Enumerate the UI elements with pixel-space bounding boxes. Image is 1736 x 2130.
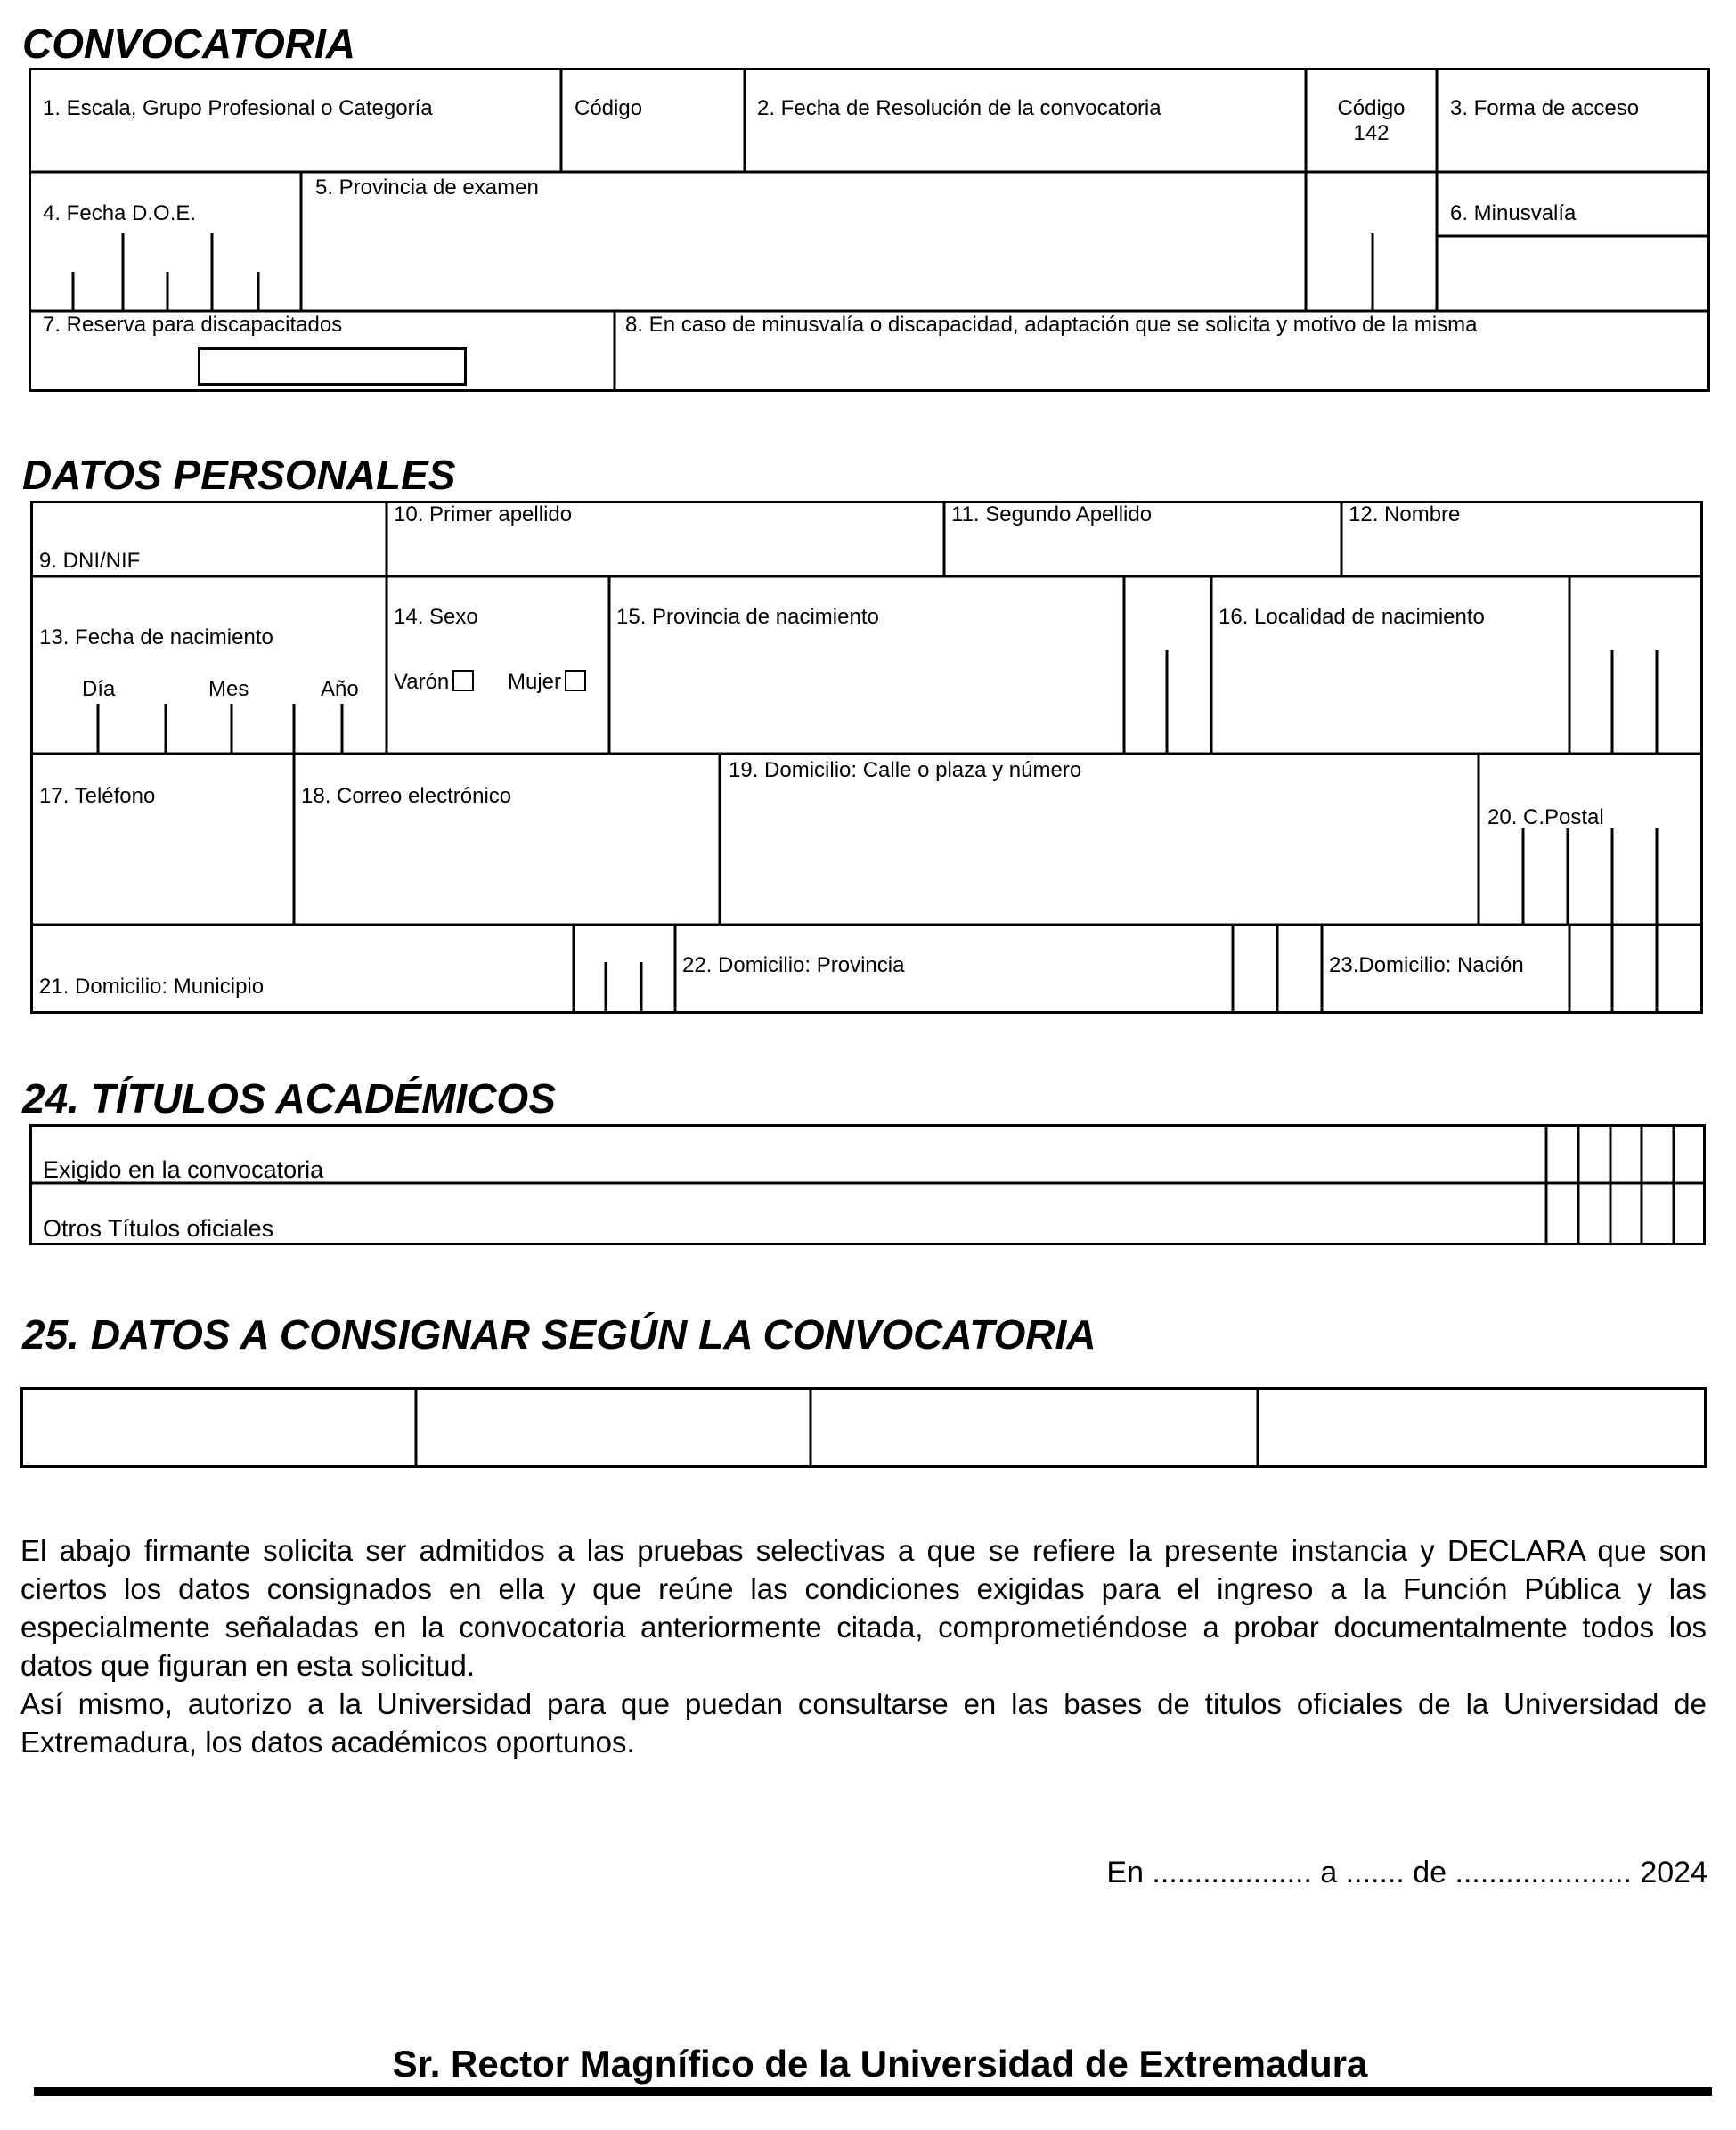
field-fecha-nacimiento-label: 13. Fecha de nacimiento — [39, 625, 273, 649]
field-municipio-label: 21. Domicilio: Municipio — [39, 975, 265, 999]
cpostal-input[interactable] — [1484, 832, 1699, 921]
nombre-input[interactable] — [1347, 531, 1699, 574]
titulos-heading: 24. TÍTULOS ACADÉMICOS — [22, 1075, 556, 1122]
reserva-input-box[interactable] — [198, 347, 467, 386]
mujer-checkbox[interactable] — [565, 670, 586, 691]
field-domicilio-provincia-label: 22. Domicilio: Provincia — [682, 953, 905, 977]
primer-apellido-input[interactable] — [392, 531, 939, 574]
provincia-nacimiento-input[interactable] — [615, 634, 1118, 750]
fecha-nacimiento-input[interactable] — [36, 706, 381, 752]
dia-label: Día — [82, 677, 116, 701]
minusvalia-input[interactable] — [1443, 241, 1706, 307]
sexo-mujer-option — [508, 670, 586, 693]
declaracion-parrafo-2: Así mismo, autorizo a la Universidad para que puedan consultarse en las bases de titulos oficiales de la Universidad de Extremadura, los datos académicos oportunos. — [20, 1687, 1707, 1759]
localidad-nacimiento-input[interactable] — [1217, 634, 1564, 750]
field-provincia-nacimiento-label: 15. Provincia de nacimiento — [616, 605, 879, 629]
datos-consignar-heading: 25. DATOS A CONSIGNAR SEGÚN LA CONVOCATORIA — [22, 1311, 1096, 1358]
fecha-doe-input[interactable] — [36, 230, 296, 308]
codigo-input[interactable] — [570, 125, 739, 169]
field-provincia-examen-label: 5. Provincia de examen — [315, 175, 539, 200]
fecha-resolucion-input[interactable] — [753, 125, 1300, 169]
convocatoria-heading: CONVOCATORIA — [22, 20, 355, 67]
varon-checkbox[interactable] — [452, 670, 474, 691]
declaracion-parrafo-1: El abajo firmante solicita ser admitidos a las pruebas selectivas a que se refiere la presente instancia y DECLARA que son ciertos los datos consignados en ella y que reúne las condiciones exigidas para el ingreso a la Función Pública y las especialmente señaladas en la convocatoria anteriormente citada, comprometiéndose a probar documentalmente todos los datos que figuran en esta solicitud. — [20, 1534, 1707, 1682]
field-segundo-apellido-label: 11. Segundo Apellido — [951, 502, 1153, 526]
sexo-varon-option — [394, 670, 474, 693]
datos-consignar-input-1[interactable] — [25, 1391, 412, 1465]
field-escala-label: 1. Escala, Grupo Profesional o Categoría — [43, 96, 433, 120]
fecha-lugar-linea: En ................... a ....... de ..................... 2024 — [1106, 1856, 1707, 1889]
forma-acceso-input[interactable] — [1443, 125, 1706, 169]
mujer-label: Mujer — [508, 670, 562, 694]
segundo-apellido-input[interactable] — [950, 531, 1336, 574]
codigo-label: Código — [1337, 96, 1406, 120]
field-correo-label: 18. Correo electrónico — [301, 784, 512, 808]
telefono-input[interactable] — [36, 812, 289, 921]
escala-input[interactable] — [36, 125, 557, 169]
nacion-input[interactable] — [1327, 980, 1566, 1010]
field-nacion-label: 23.Domicilio: Nación — [1329, 953, 1524, 977]
dni-input[interactable] — [36, 506, 381, 543]
mes-label: Mes — [208, 677, 249, 701]
varon-label: Varón — [394, 670, 450, 694]
domicilio-provincia-input[interactable] — [681, 980, 1227, 1010]
municipio-input[interactable] — [36, 928, 568, 973]
titulo-otros-input[interactable] — [321, 1188, 1541, 1242]
datos-personales-heading: DATOS PERSONALES — [22, 452, 456, 498]
field-cpostal-label: 20. C.Postal — [1487, 805, 1604, 829]
field-forma-acceso-label: 3. Forma de acceso — [1450, 96, 1640, 120]
domicilio-calle-input[interactable] — [725, 788, 1473, 921]
anio-label: Año — [321, 677, 359, 701]
field-nombre-label: 12. Nombre — [1349, 502, 1461, 526]
field-codigo-label: Código — [575, 96, 643, 120]
correo-input[interactable] — [299, 812, 714, 921]
provincia-examen-input[interactable] — [307, 205, 1300, 307]
field-telefono-label: 17. Teléfono — [39, 784, 156, 808]
field-dni-label: 9. DNI/NIF — [39, 549, 141, 573]
field-fecha-resolucion-label: 2. Fecha de Resolución de la convocatoria — [757, 96, 1161, 120]
titulo-exigido-input[interactable] — [374, 1130, 1541, 1179]
adaptacion-input[interactable] — [622, 343, 1704, 388]
codigo-value: 142 — [1353, 121, 1390, 145]
field-adaptacion-label: 8. En caso de minusvalía o discapacidad, adaptación que se solicita y motivo de la misma — [625, 313, 1478, 337]
field-minusvalia-label: 6. Minusvalía — [1450, 201, 1577, 225]
datos-consignar-input-4[interactable] — [1262, 1391, 1702, 1465]
titulo-exigido-label: Exigido en la convocatoria — [43, 1156, 324, 1183]
field-fecha-doe-label: 4. Fecha D.O.E. — [43, 201, 197, 225]
field-sexo-label: 14. Sexo — [394, 605, 478, 629]
field-primer-apellido-label: 10. Primer apellido — [394, 502, 573, 526]
titulo-otros-label: Otros Títulos oficiales — [43, 1215, 274, 1242]
field-localidad-nacimiento-label: 16. Localidad de nacimiento — [1218, 605, 1485, 629]
field-domicilio-calle-label: 19. Domicilio: Calle o plaza y número — [729, 758, 1082, 782]
field-reserva-label: 7. Reserva para discapacitados — [43, 313, 343, 337]
datos-consignar-input-3[interactable] — [815, 1391, 1253, 1465]
destinatario: Sr. Rector Magnífico de la Universidad de Extremadura — [392, 2043, 1368, 2085]
datos-consignar-input-2[interactable] — [420, 1391, 806, 1465]
